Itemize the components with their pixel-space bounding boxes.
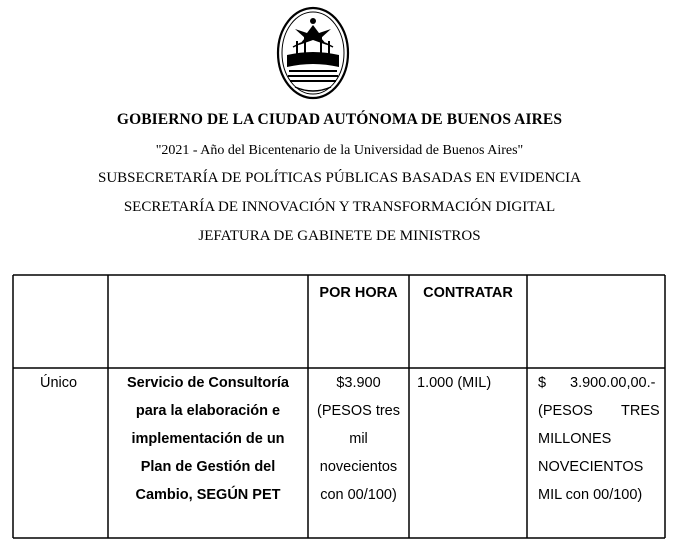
- description-line: Cambio, SEGÚN PET: [135, 487, 281, 503]
- description-cell: [108, 369, 308, 509]
- hourly-price-line: mil: [349, 431, 368, 447]
- office-heading: JEFATURA DE GABINETE DE MINISTROS: [198, 228, 481, 244]
- header-cell-contratar: CONTRATAR: [423, 285, 513, 301]
- header-cell-por-hora: POR HORA: [319, 285, 398, 301]
- description-line: Servicio de Consultoría: [127, 375, 289, 391]
- description-line: Plan de Gestión del: [140, 459, 276, 475]
- description-line: para la elaboración e: [135, 403, 281, 419]
- government-heading: GOBIERNO DE LA CIUDAD AUTÓNOMA DE BUENOS AIRES: [116, 111, 563, 128]
- total-words-line: MIL con 00/100): [538, 487, 643, 503]
- hourly-price-line: $3.900: [336, 375, 381, 391]
- year-motto: "2021 - Año del Bicentenario de la Universidad de Buenos Aires": [155, 143, 524, 158]
- subsecretariat-heading: SUBSECRETARÍA DE POLÍTICAS PÚBLICAS BASADAS EN EVIDENCIA: [97, 170, 581, 186]
- renglon-cell: Único: [40, 375, 78, 391]
- description-line: implementación de un: [131, 431, 285, 447]
- hourly-price-line: (PESOS tres: [317, 403, 400, 419]
- secretariat-heading: SECRETARÍA DE INNOVACIÓN Y TRANSFORMACIÓN DIGITAL: [123, 199, 556, 215]
- total-words-line: NOVECIENTOS: [538, 459, 644, 475]
- total-amount: 3.900.00,00.-: [570, 375, 656, 391]
- total-words-line: MILLONES: [538, 431, 612, 447]
- hourly-price-line: con 00/100): [320, 487, 397, 503]
- quantity-cell: 1.000 (MIL): [417, 375, 492, 391]
- hourly-price-cell: [308, 369, 409, 509]
- hourly-price-line: novecientos: [319, 459, 398, 475]
- total-words-line: (PESOS: [538, 403, 593, 419]
- total-currency-symbol: $: [538, 375, 547, 391]
- total-words-line: TRES: [621, 403, 660, 419]
